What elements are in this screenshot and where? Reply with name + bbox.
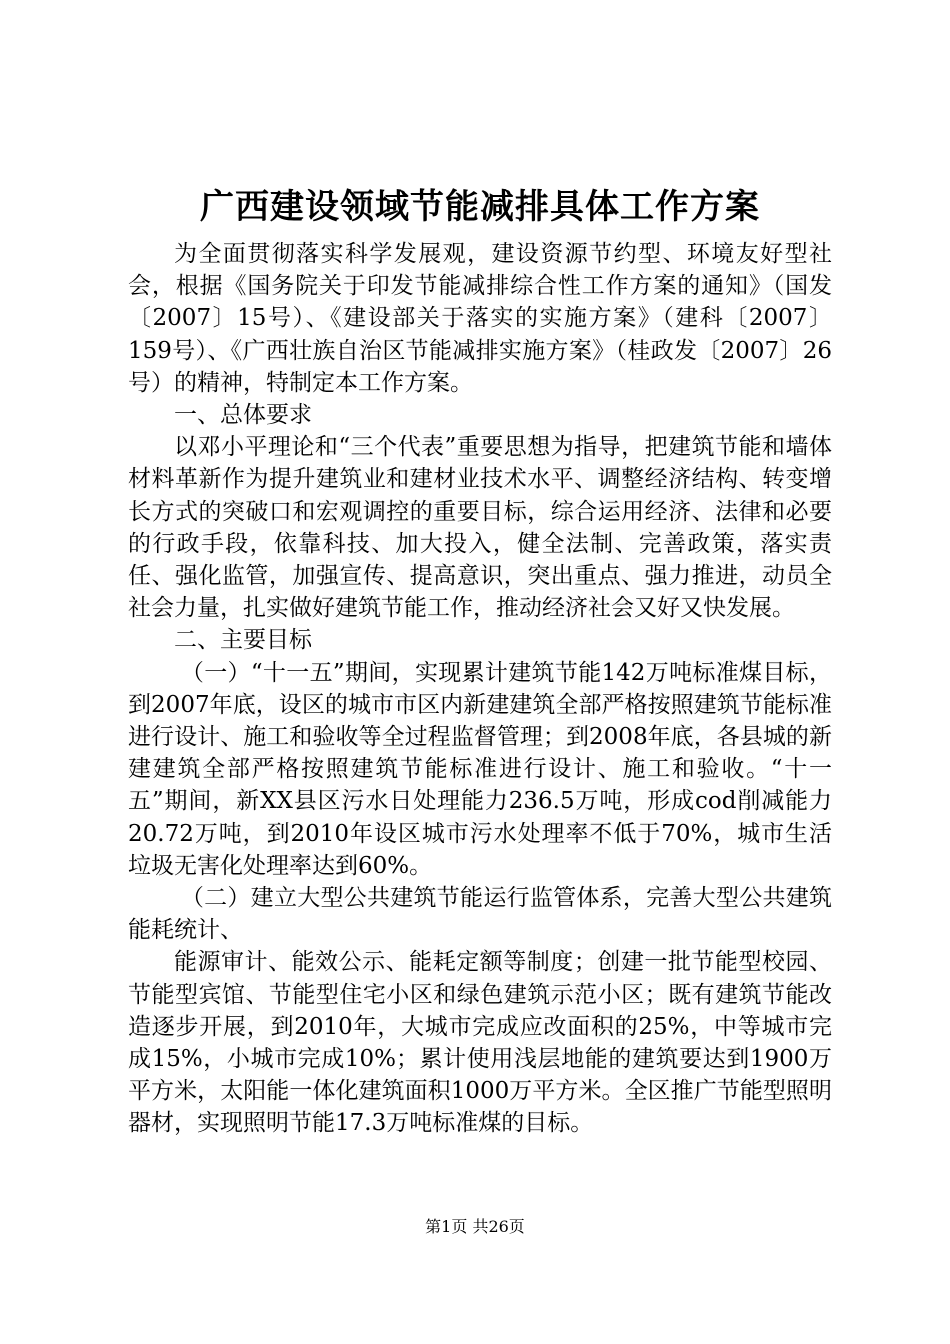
intro-paragraph: 为全面贯彻落实科学发展观，建设资源节约型、环境友好型社会，根据《国务院关于印发节能减排综合性工作方案的通知》（国发〔2007〕15号）、《建设部关于落实的实施方案》（建科〔2007〕159号）、《广西壮族自治区节能减排实施方案》（桂政发〔2007〕26号）的精神，特制定本工作方案。 [128, 241, 832, 396]
goal-2-continuation-paragraph: 能源审计、能效公示、能耗定额等制度；创建一批节能型校园、节能型宾馆、节能型住宅小区和绿色建筑示范小区；既有建筑节能改造逐步开展，到2010年，大城市完成应改面积的25%，中等城市完成15%，小城市完成10%；累计使用浅层地能的建筑要达到1900万平方米，太阳能一体化建筑面积1000万平方米。全区推广节能型照明器材，实现照明节能17.3万吨标准煤的目标。 [128, 949, 832, 1137]
goal-2-paragraph: （二）建立大型公共建筑节能运行监管体系，完善大型公共建筑能耗统计、 [128, 885, 832, 944]
section-heading-1: 一、总体要求 [174, 402, 312, 429]
goal-1-paragraph: （一）“十一五”期间，实现累计建筑节能142万吨标准煤目标，到2007年底，设区的城市市区内新建建筑全部严格按照建筑节能标准进行设计、施工和验收等全过程监督管理；到2008年底，各县城的新建建筑全部严格按照建筑节能标准进行设计、施工和验收。“十一五”期间，新XX县区污水日处理能力236.5万吨，形成cod削减能力20.72万吨，到2010年设区城市污水处理率不低于70%，城市生活垃圾无害化处理率达到60%。 [128, 659, 832, 879]
section-1-paragraph: 以邓小平理论和“三个代表”重要思想为指导，把建筑节能和墙体材料革新作为提升建筑业和建材业技术水平、调整经济结构、转变增长方式的突破口和宏观调控的重要目标，综合运用经济、法律和必要的行政手段，依靠科技、加大投入，健全法制、完善政策，落实责任、强化监管，加强宣传、提高意识，突出重点、强力推进，动员全社会力量，扎实做好建筑节能工作，推动经济社会又好又快发展。 [128, 434, 832, 622]
document-body [128, 238, 832, 1140]
page-footer: 第1页 共26页 [425, 1217, 525, 1236]
section-heading-2: 二、主要目标 [174, 627, 312, 654]
document-title: 广西建设领域节能减排具体工作方案 [200, 187, 760, 227]
